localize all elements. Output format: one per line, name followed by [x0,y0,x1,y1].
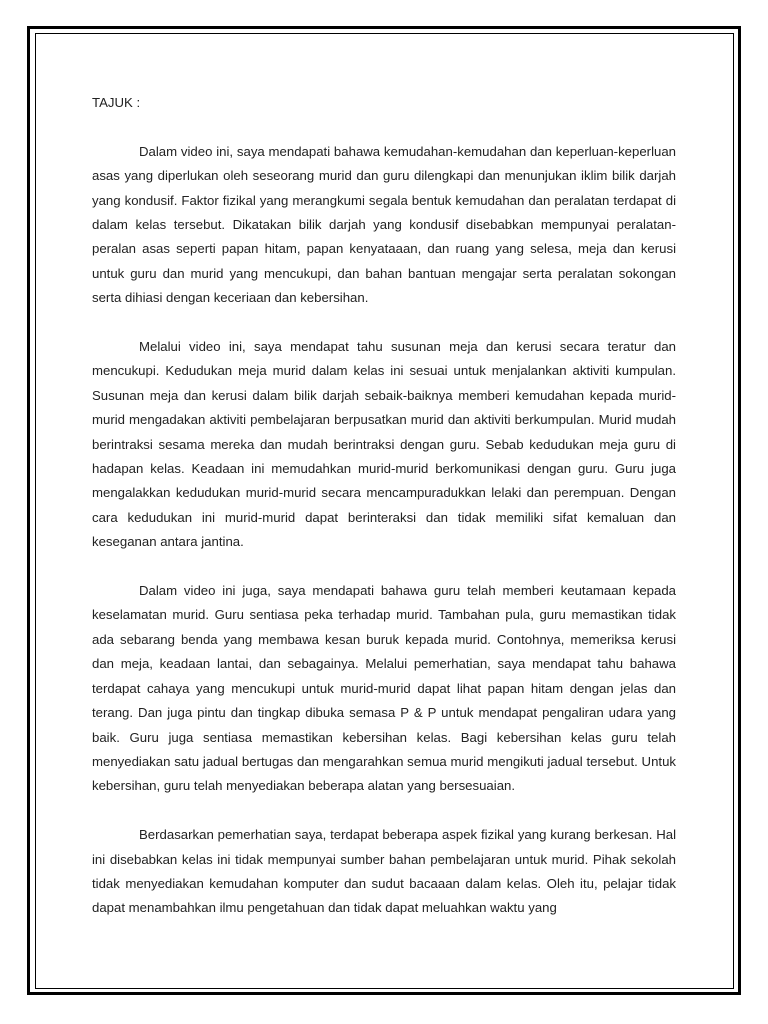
document-heading: TAJUK : [92,95,141,110]
document-body [92,91,676,945]
paragraph-3: Dalam video ini juga, saya mendapati bahawa guru telah memberi keutamaan kepada keselamatan murid. Guru sentiasa peka terhadap murid. Tambahan pula, guru memastikan tidak ada sebarang benda yang membawa kesan buruk kepada murid. Contohnya, memeriksa kerusi dan meja, keadaan lantai, dan sebagainya. Melalui pemerhatian, saya mendapat tahu bahawa terdapat cahaya yang mencukupi untuk murid-murid dapat lihat papan hitam dengan jelas dan terang. Dan juga pintu dan tingkap dibuka semasa P & P untuk mendapat pengaliran udara yang baik. Guru juga sentiasa memastikan kebersihan kelas. Bagi kebersihan kelas guru telah menyediakan satu jadual bertugas dan mengarahkan semua murid mengikuti jadual tersebut. Untuk kebersihan, guru telah menyediakan beberapa alatan yang bersesuaian. [92,583,676,794]
paragraph-2: Melalui video ini, saya mendapat tahu susunan meja dan kerusi secara teratur dan mencukupi. Kedudukan meja murid dalam kelas ini sesuai untuk menjalankan aktiviti kumpulan. Susunan meja dan kerusi dalam bilik darjah sebaik-baiknya memberi kemudahan kepada murid-murid mengadakan aktiviti pembelajaran berpusatkan murid dan aktiviti berkumpulan. Murid mudah berintraksi sesama mereka dan mudah berintraksi dengan guru. Sebab kedudukan meja guru di hadapan kelas. Keadaan ini memudahkan murid-murid berkomunikasi dengan guru. Guru juga mengalakkan kedudukan murid-murid secara mencampuradukkan lelaki dan perempuan. Dengan cara kedudukan ini murid-murid dapat berinteraksi dan tidak memiliki sifat kemaluan dan keseganan antara jantina. [92,339,676,550]
paragraph-1: Dalam video ini, saya mendapati bahawa kemudahan-kemudahan dan keperluan-keperluan asas yang diperlukan oleh seseorang murid dan guru dilengkapi dan menunjukan iklim bilik darjah yang kondusif. Faktor fizikal yang merangkumi segala bentuk kemudahan dan peralatan terdapat di dalam kelas tersebut. Dikatakan bilik darjah yang kondusif disebabkan mempunyai peralatan-peralan asas seperti papan hitam, papan kenyataaan, dan ruang yang selesa, meja dan kerusi untuk guru dan murid yang mencukupi, dan bahan bantuan mengajar serta peralatan sokongan serta dihiasi dengan keceriaan dan kebersihan. [92,143,676,306]
paragraph-4: Berdasarkan pemerhatian saya, terdapat beberapa aspek fizikal yang kurang berkesan. Hal ini disebabkan kelas ini tidak mempunyai sumber bahan pembelajaran untuk murid. Pihak sekolah tidak menyediakan kemudahan komputer dan sudut bacaaan dalam kelas. Oleh itu, pelajar tidak dapat menambahkan ilmu pengetahuan dan tidak dapat meluahkan waktu yang [92,827,676,916]
